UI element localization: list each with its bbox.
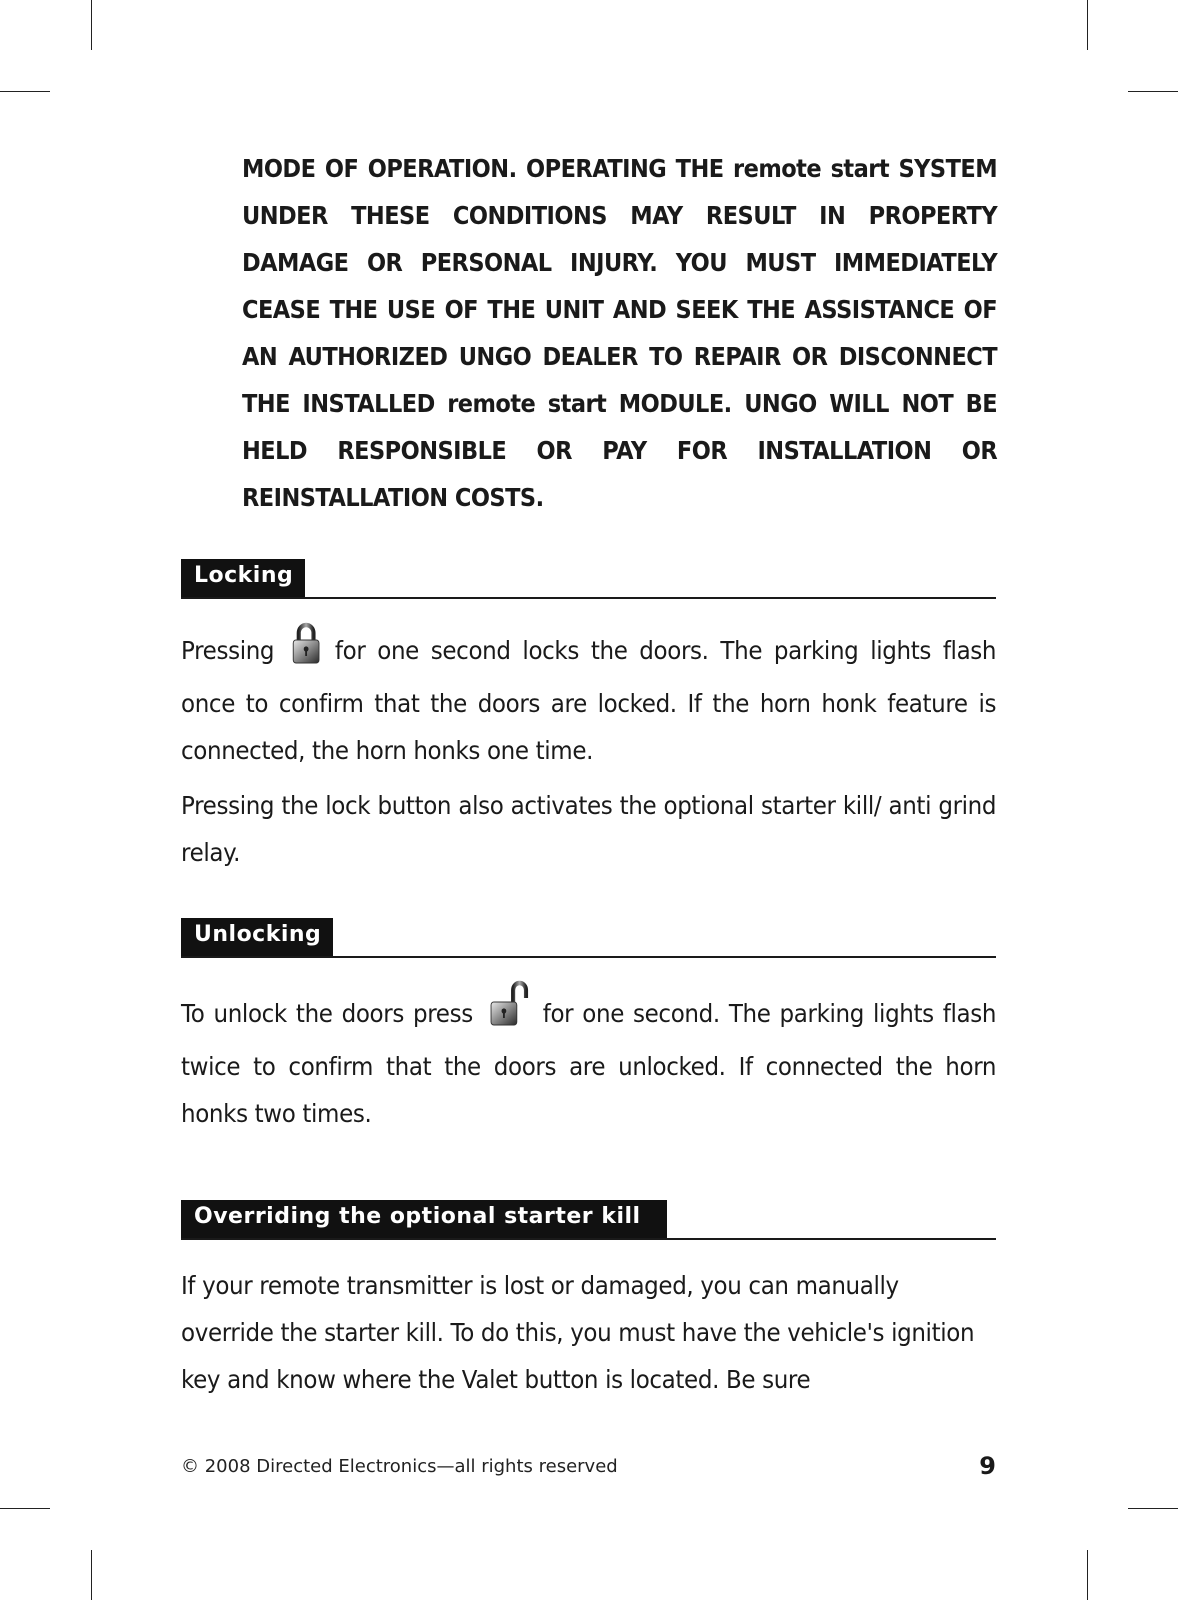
crop-mark bbox=[1128, 91, 1178, 92]
locking-paragraph-2-text: Pressing the lock button also activates the optional starter kill/ anti grind relay. bbox=[181, 791, 997, 867]
override-paragraph-text: If your remote transmitter is lost or damaged, you can manually override the starter kill. To do this, you must have the vehicle's ignition key and know where the Valet button is located. Be sure bbox=[181, 1271, 975, 1394]
unlocking-text-before: To unlock the doors press bbox=[181, 999, 473, 1028]
page-number: 9 bbox=[979, 1452, 996, 1480]
lock-open-icon bbox=[489, 980, 529, 1043]
crop-mark bbox=[0, 91, 50, 92]
lock-closed-icon bbox=[291, 621, 322, 680]
unlocking-text-after: for one second. The parking lights flash twice to confirm that the doors are unlocked. If connected the horn honks two times. bbox=[181, 999, 997, 1128]
section-heading-override bbox=[181, 1200, 996, 1240]
locking-text-before: Pressing bbox=[181, 636, 275, 665]
crop-mark bbox=[1087, 1550, 1088, 1600]
crop-mark bbox=[1087, 0, 1088, 50]
section-heading-label: Overriding the optional starter kill bbox=[181, 1200, 667, 1238]
locking-text-after: for one second locks the doors. The parking lights flash once to confirm that the doors are locked. If the horn honk feature is connected, the horn honks one time. bbox=[181, 636, 997, 765]
section-heading-unlocking bbox=[181, 918, 996, 958]
crop-mark bbox=[91, 1550, 92, 1600]
section-heading-label: Locking bbox=[181, 559, 305, 597]
locking-paragraph-2 bbox=[181, 782, 996, 876]
section-heading-label: Unlocking bbox=[181, 918, 333, 956]
crop-mark bbox=[1128, 1508, 1178, 1509]
crop-mark bbox=[0, 1508, 50, 1509]
locking-paragraph-1 bbox=[181, 621, 996, 774]
section-heading-locking bbox=[181, 559, 996, 599]
warning-text: MODE OF OPERATION. OPERATING THE remote start SYSTEM UNDER THESE CONDITIONS MAY RESULT IN PROPERTY DAMAGE OR PERSONAL INJURY. YOU MUST IMMEDIATELY CEASE THE USE OF THE UNIT AND SEEK THE ASSISTANCE OF AN AUTHORIZED UNGO DEALER TO REPAIR OR DISCONNECT THE INSTALLED remote start MODULE. UNGO WILL NOT BE HELD RESPONSIBLE OR PAY FOR INSTALLATION OR REINSTALLATION COSTS. bbox=[242, 154, 998, 512]
crop-mark bbox=[91, 0, 92, 50]
unlocking-paragraph bbox=[181, 980, 996, 1137]
override-paragraph bbox=[181, 1262, 996, 1403]
copyright-footer: © 2008 Directed Electronics—all rights reserved bbox=[181, 1456, 618, 1477]
